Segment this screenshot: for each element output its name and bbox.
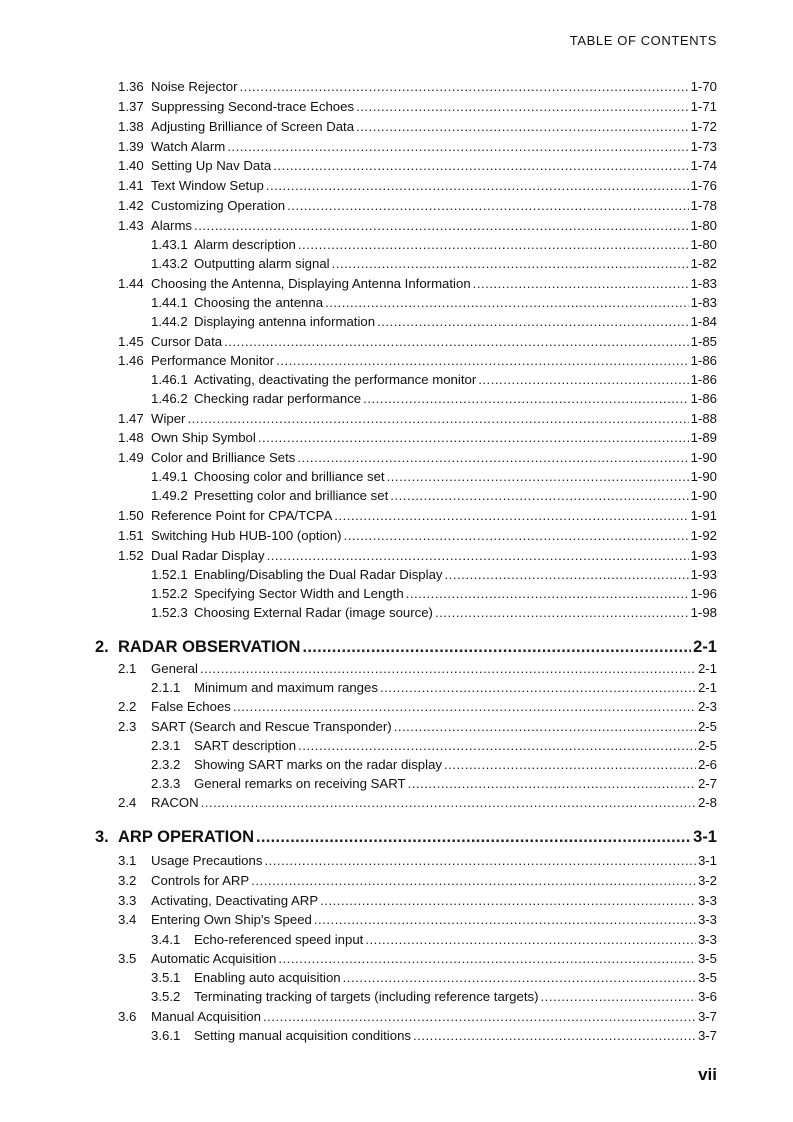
toc-entry[interactable]: [118, 411, 717, 426]
entry-page: 3-1: [693, 828, 717, 846]
entry-page: 1-91: [690, 508, 717, 523]
dot-leader: [302, 638, 691, 657]
entry-page: 1-86: [690, 353, 717, 368]
entry-title: Activating, deactivating the performance monitor: [194, 372, 477, 387]
entry-number: 3.4.1: [151, 932, 181, 947]
entry-number: 3.2: [118, 873, 137, 888]
dot-leader: [276, 353, 688, 368]
entry-page: 2-5: [697, 738, 717, 753]
entry-page: 1-83: [690, 295, 717, 310]
entry-page: 1-80: [690, 237, 717, 252]
entry-title: Choosing color and brilliance set: [194, 469, 385, 484]
toc-entry[interactable]: [118, 79, 717, 94]
toc-entry[interactable]: [118, 528, 717, 543]
entry-title: RACON: [151, 795, 199, 810]
dot-leader: [473, 276, 689, 291]
entry-number: 1.37: [118, 99, 144, 114]
entry-number: 1.47: [118, 411, 144, 426]
entry-number: 1.51: [118, 528, 144, 543]
entry-title: Showing SART marks on the radar display: [194, 757, 442, 772]
dot-leader: [278, 951, 696, 966]
entry-page: 2-7: [697, 776, 717, 791]
toc-chapter[interactable]: [95, 638, 717, 657]
entry-title: Customizing Operation: [151, 198, 286, 213]
dot-leader: [435, 605, 689, 620]
entry-title: Choosing the antenna: [194, 295, 324, 310]
dot-leader: [356, 99, 689, 114]
entry-page: 1-72: [690, 119, 717, 134]
entry-number: 2.1.1: [151, 680, 181, 695]
dot-leader: [344, 528, 689, 543]
entry-number: 1.43.2: [151, 256, 188, 271]
entry-title: General: [151, 661, 198, 676]
entry-number: 1.49.2: [151, 488, 188, 503]
entry-number: 3.5.1: [151, 970, 181, 985]
entry-title: Alarm description: [194, 237, 296, 252]
dot-leader: [267, 548, 689, 563]
entry-number: 1.50: [118, 508, 144, 523]
entry-page: 1-78: [690, 198, 717, 213]
entry-number: 1.41: [118, 178, 144, 193]
toc-entry[interactable]: [118, 795, 717, 810]
toc-entry[interactable]: [118, 1009, 717, 1024]
entry-page: 2-1: [693, 638, 717, 656]
entry-page: 3-5: [697, 970, 717, 985]
dot-leader: [187, 411, 688, 426]
dot-leader: [377, 314, 689, 329]
dot-leader: [200, 661, 696, 676]
dot-leader: [445, 567, 689, 582]
entry-title: Echo-referenced speed input: [194, 932, 364, 947]
toc-entry[interactable]: [151, 488, 717, 503]
entry-title: Reference Point for CPA/TCPA: [151, 508, 333, 523]
entry-page: 3-3: [697, 932, 717, 947]
entry-title: Color and Brilliance Sets: [151, 450, 296, 465]
entry-title: Choosing External Radar (image source): [194, 605, 433, 620]
toc-entry[interactable]: [118, 430, 717, 445]
entry-page: 2-1: [697, 680, 717, 695]
dot-leader: [297, 450, 688, 465]
entry-page: 1-82: [690, 256, 717, 271]
dot-leader: [233, 699, 696, 714]
entry-number: 1.52.1: [151, 567, 188, 582]
entry-number: 1.52: [118, 548, 144, 563]
entry-page: 2-3: [697, 699, 717, 714]
entry-title: Cursor Data: [151, 334, 223, 349]
dot-leader: [320, 893, 696, 908]
toc-entry[interactable]: [118, 853, 717, 868]
entry-title: Performance Monitor: [151, 353, 275, 368]
toc-entry[interactable]: [151, 989, 717, 1004]
toc-entry[interactable]: [151, 237, 717, 252]
toc-entry[interactable]: [118, 158, 717, 173]
entry-number: 3.3: [118, 893, 137, 908]
dot-leader: [266, 178, 689, 193]
dot-leader: [298, 738, 696, 753]
entry-number: 2.4: [118, 795, 137, 810]
toc-entry[interactable]: [118, 276, 717, 291]
entry-page: 1-74: [690, 158, 717, 173]
entry-number: 2.1: [118, 661, 137, 676]
entry-title: Noise Rejector: [151, 79, 238, 94]
toc-entry[interactable]: [118, 99, 717, 114]
dot-leader: [227, 139, 688, 154]
entry-number: 3.6: [118, 1009, 137, 1024]
entry-title: Activating, Deactivating ARP: [151, 893, 319, 908]
entry-title: Usage Precautions: [151, 853, 263, 868]
entry-title: Suppressing Second-trace Echoes: [151, 99, 355, 114]
dot-leader: [387, 469, 689, 484]
entry-number: 1.40: [118, 158, 144, 173]
entry-page: 1-83: [690, 276, 717, 291]
entry-page: 1-86: [690, 391, 717, 406]
entry-title: False Echoes: [151, 699, 231, 714]
entry-number: 2.3.1: [151, 738, 181, 753]
toc-entry[interactable]: [151, 567, 717, 582]
entry-page: 1-85: [690, 334, 717, 349]
entry-number: 3.5.2: [151, 989, 181, 1004]
toc-entry[interactable]: [118, 119, 717, 134]
page-number: vii: [698, 1065, 717, 1084]
entry-title: Dual Radar Display: [151, 548, 265, 563]
entry-title: SART (Search and Rescue Transponder): [151, 719, 392, 734]
toc-chapter[interactable]: [95, 828, 717, 847]
entry-number: 3.6.1: [151, 1028, 181, 1043]
entry-number: 1.49: [118, 450, 144, 465]
running-header: TABLE OF CONTENTS: [569, 33, 717, 48]
toc-entry[interactable]: [151, 757, 717, 772]
entry-number: 1.44.2: [151, 314, 188, 329]
entry-page: 1-88: [690, 411, 717, 426]
entry-page: 3-7: [697, 1009, 717, 1024]
entry-title: Entering Own Ship's Speed: [151, 912, 312, 927]
dot-leader: [287, 198, 688, 213]
entry-number: 1.45: [118, 334, 144, 349]
entry-number: 1.48: [118, 430, 144, 445]
entry-page: 1-70: [690, 79, 717, 94]
toc-entry[interactable]: [118, 893, 717, 908]
entry-title: General remarks on receiving SART: [194, 776, 406, 791]
dot-leader: [343, 970, 696, 985]
entry-title: Checking radar performance: [194, 391, 362, 406]
entry-number: 1.49.1: [151, 469, 188, 484]
entry-page: 3-1: [697, 853, 717, 868]
dot-leader: [408, 776, 696, 791]
dot-leader: [251, 873, 696, 888]
entry-page: 1-80: [690, 218, 717, 233]
toc-entry[interactable]: [151, 256, 717, 271]
entry-number: 2.2: [118, 699, 137, 714]
entry-title: Setting Up Nav Data: [151, 158, 272, 173]
entry-number: 1.46.2: [151, 391, 188, 406]
entry-title: Controls for ARP: [151, 873, 250, 888]
entry-number: 2.3.3: [151, 776, 181, 791]
entry-number: 3.1: [118, 853, 137, 868]
entry-page: 2-6: [697, 757, 717, 772]
entry-page: 1-96: [690, 586, 717, 601]
dot-leader: [365, 932, 696, 947]
entry-page: 2-8: [697, 795, 717, 810]
toc-entry[interactable]: [151, 932, 717, 947]
entry-number: 3.: [95, 828, 109, 846]
toc-entry[interactable]: [118, 139, 717, 154]
dot-leader: [541, 989, 696, 1004]
entry-page: 3-3: [697, 893, 717, 908]
dot-leader: [240, 79, 689, 94]
dot-leader: [356, 119, 689, 134]
toc-entry[interactable]: [151, 391, 717, 406]
toc-entry[interactable]: [151, 469, 717, 484]
entry-title: ARP OPERATION: [118, 828, 254, 846]
entry-page: 1-89: [690, 430, 717, 445]
entry-number: 3.4: [118, 912, 137, 927]
entry-title: Enabling auto acquisition: [194, 970, 341, 985]
dot-leader: [444, 757, 696, 772]
entry-number: 1.46: [118, 353, 144, 368]
entry-page: 3-7: [697, 1028, 717, 1043]
entry-page: 1-98: [690, 605, 717, 620]
dot-leader: [314, 912, 696, 927]
entry-title: Choosing the Antenna, Displaying Antenna Information: [151, 276, 471, 291]
entry-number: 2.3.2: [151, 757, 181, 772]
entry-number: 1.42: [118, 198, 144, 213]
dot-leader: [224, 334, 689, 349]
entry-page: 1-93: [690, 567, 717, 582]
entry-page: 1-86: [690, 372, 717, 387]
dot-leader: [256, 828, 691, 847]
entry-page: 3-2: [697, 873, 717, 888]
entry-page: 3-6: [697, 989, 717, 1004]
dot-leader: [380, 680, 696, 695]
entry-title: Adjusting Brilliance of Screen Data: [151, 119, 355, 134]
dot-leader: [263, 1009, 696, 1024]
dot-leader: [394, 719, 696, 734]
entry-title: Own Ship Symbol: [151, 430, 256, 445]
toc-entry[interactable]: [151, 680, 717, 695]
entry-title: Enabling/Disabling the Dual Radar Display: [194, 567, 443, 582]
toc-entry[interactable]: [118, 218, 717, 233]
entry-title: Outputting alarm signal: [194, 256, 330, 271]
entry-page: 2-1: [697, 661, 717, 676]
entry-number: 1.38: [118, 119, 144, 134]
entry-number: 1.36: [118, 79, 144, 94]
toc-entry[interactable]: [151, 314, 717, 329]
entry-number: 1.52.3: [151, 605, 188, 620]
dot-leader: [194, 218, 689, 233]
toc-entry[interactable]: [118, 912, 717, 927]
dot-leader: [406, 586, 689, 601]
entry-number: 1.39: [118, 139, 144, 154]
entry-title: Switching Hub HUB-100 (option): [151, 528, 342, 543]
toc-entry[interactable]: [151, 1028, 717, 1043]
entry-page: 3-3: [697, 912, 717, 927]
entry-number: 1.44: [118, 276, 144, 291]
entry-title: Text Window Setup: [151, 178, 264, 193]
toc-entry[interactable]: [151, 738, 717, 753]
toc-entry[interactable]: [118, 661, 717, 676]
entry-number: 2.: [95, 638, 109, 656]
entry-page: 2-5: [697, 719, 717, 734]
entry-page: 1-76: [690, 178, 717, 193]
toc-entry[interactable]: [151, 295, 717, 310]
entry-title: Specifying Sector Width and Length: [194, 586, 404, 601]
dot-leader: [413, 1028, 696, 1043]
toc-entry[interactable]: [118, 450, 717, 465]
dot-leader: [363, 391, 688, 406]
entry-page: 1-92: [690, 528, 717, 543]
toc-entry[interactable]: [118, 548, 717, 563]
entry-title: Manual Acquisition: [151, 1009, 261, 1024]
toc-entry[interactable]: [118, 951, 717, 966]
toc-entry[interactable]: [151, 605, 717, 620]
entry-page: 1-93: [690, 548, 717, 563]
entry-number: 2.3: [118, 719, 137, 734]
entry-title: Minimum and maximum ranges: [194, 680, 378, 695]
toc-entry[interactable]: [118, 719, 717, 734]
entry-title: Presetting color and brilliance set: [194, 488, 389, 503]
toc-entry[interactable]: [118, 178, 717, 193]
entry-page: 1-73: [690, 139, 717, 154]
entry-page: 3-5: [697, 951, 717, 966]
dot-leader: [273, 158, 688, 173]
toc-entry[interactable]: [151, 372, 717, 387]
toc-entry[interactable]: [151, 586, 717, 601]
entry-title: Displaying antenna information: [194, 314, 376, 329]
entry-title: RADAR OBSERVATION: [118, 638, 301, 656]
entry-title: Watch Alarm: [151, 139, 226, 154]
dot-leader: [201, 795, 696, 810]
toc-entry[interactable]: [118, 508, 717, 523]
entry-page: 1-90: [690, 450, 717, 465]
entry-number: 1.43.1: [151, 237, 188, 252]
entry-title: Automatic Acquisition: [151, 951, 277, 966]
toc-entry[interactable]: [151, 970, 717, 985]
entry-title: SART description: [194, 738, 297, 753]
entry-number: 1.52.2: [151, 586, 188, 601]
entry-title: Alarms: [151, 218, 193, 233]
entry-page: 1-71: [690, 99, 717, 114]
dot-leader: [478, 372, 688, 387]
dot-leader: [325, 295, 689, 310]
toc-entry[interactable]: [118, 334, 717, 349]
entry-number: 1.43: [118, 218, 144, 233]
toc-entry[interactable]: [118, 353, 717, 368]
dot-leader: [390, 488, 688, 503]
entry-title: Setting manual acquisition conditions: [194, 1028, 411, 1043]
dot-leader: [264, 853, 696, 868]
entry-page: 1-84: [690, 314, 717, 329]
dot-leader: [298, 237, 689, 252]
entry-title: Terminating tracking of targets (including reference targets): [194, 989, 539, 1004]
toc-entry[interactable]: [118, 699, 717, 714]
entry-page: 1-90: [690, 488, 717, 503]
dot-leader: [334, 508, 688, 523]
toc-entry[interactable]: [118, 873, 717, 888]
entry-number: 3.5: [118, 951, 137, 966]
dot-leader: [332, 256, 689, 271]
entry-page: 1-90: [690, 469, 717, 484]
toc-entry[interactable]: [151, 776, 717, 791]
entry-number: 1.44.1: [151, 295, 188, 310]
entry-number: 1.46.1: [151, 372, 188, 387]
dot-leader: [258, 430, 689, 445]
entry-title: Wiper: [151, 411, 186, 426]
toc-entry[interactable]: [118, 198, 717, 213]
